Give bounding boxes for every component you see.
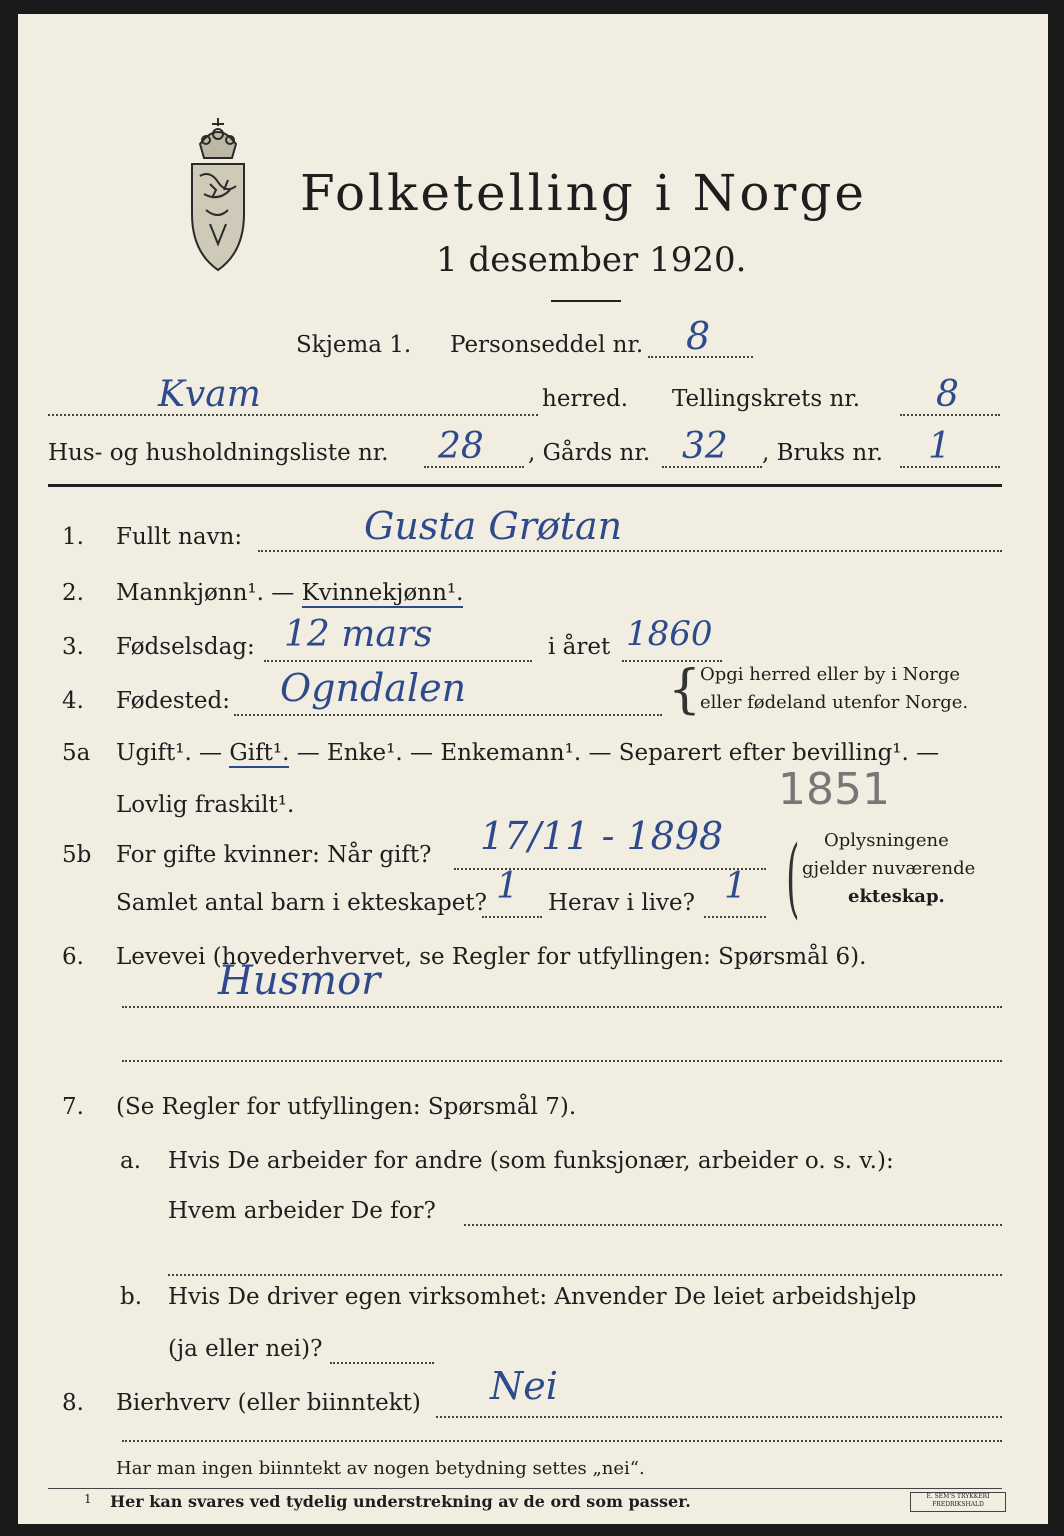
q5b-paren: ( bbox=[786, 828, 800, 928]
q2-number: 2. bbox=[62, 580, 84, 606]
q5a-pencil-note: 1851 bbox=[778, 764, 890, 815]
q5b-barn-label: Samlet antal barn i ekteskapet? bbox=[116, 890, 487, 916]
q5b-note-2: gjelder nuværende bbox=[802, 858, 976, 879]
q4-value: Ogndalen bbox=[280, 666, 467, 710]
q4-label: Fødested: bbox=[116, 688, 231, 714]
q3-value: 12 mars bbox=[284, 614, 433, 655]
schema-label: Skjema 1. bbox=[296, 332, 412, 358]
footnote-number: 1 bbox=[84, 1492, 92, 1506]
q6-label: Levevei (hovederhvervet, se Regler for utfyllingen: Spørsmål 6). bbox=[116, 944, 867, 970]
q4-number: 4. bbox=[62, 688, 84, 714]
printer-mark bbox=[910, 1492, 1006, 1512]
husliste-value: 28 bbox=[438, 426, 484, 467]
q6-number: 6. bbox=[62, 944, 84, 970]
census-date: 1 desember 1920. bbox=[436, 240, 747, 280]
q8-line-2 bbox=[122, 1440, 1002, 1442]
q8-line bbox=[436, 1416, 1002, 1418]
q5b-ilive-label: Herav i live? bbox=[548, 890, 695, 916]
q5b-barn-value: 1 bbox=[496, 866, 519, 907]
q1-label: Fullt navn: bbox=[116, 524, 243, 550]
q7b-text: Hvis De driver egen virksomhet: Anvender De leiet arbeidshjelp bbox=[168, 1284, 917, 1310]
q7a-answer-line bbox=[464, 1224, 1002, 1226]
q5b-note-3: ekteskap. bbox=[848, 886, 945, 907]
q5b-ilive-line bbox=[704, 916, 766, 918]
q6-line-2 bbox=[122, 1060, 1002, 1062]
q7b-line2: (ja eller nei)? bbox=[168, 1336, 323, 1362]
q2-text bbox=[116, 580, 463, 606]
q5a-rest: — Enke¹. — Enkemann¹. — Separert efter bevilling¹. — bbox=[289, 740, 940, 766]
q6-value: Husmor bbox=[218, 958, 381, 1004]
q4-line bbox=[234, 714, 662, 716]
q5a-gift: Gift¹. bbox=[229, 740, 290, 766]
q4-brace: { bbox=[668, 660, 702, 720]
q5b-note-1: Oplysningene bbox=[824, 830, 949, 851]
personseddel-value: 8 bbox=[686, 314, 711, 358]
q7a-line2: Hvem arbeider De for? bbox=[168, 1198, 436, 1224]
q5a-ugift: Ugift¹. — bbox=[116, 740, 230, 766]
footnote-text: Her kan svares ved tydelig understrekning av de ord som passer. bbox=[110, 1492, 691, 1511]
q2-female-option: Kvinnekjønn¹. bbox=[301, 580, 464, 606]
form-title: Folketelling i Norge bbox=[300, 164, 867, 222]
q3-label: Fødselsdag: bbox=[116, 634, 255, 660]
q5a-text bbox=[116, 740, 939, 766]
q7-label: (Se Regler for utfyllingen: Spørsmål 7). bbox=[116, 1094, 577, 1120]
q5b-barn-line bbox=[482, 916, 542, 918]
q5b-value: 17/11 - 1898 bbox=[480, 814, 724, 858]
q1-value: Gusta Grøtan bbox=[364, 504, 623, 548]
q4-note-1: Opgi herred eller by i Norge bbox=[700, 664, 961, 685]
herred-line bbox=[48, 414, 538, 416]
q5a-line2: Lovlig fraskilt¹. bbox=[116, 792, 295, 818]
q1-line bbox=[258, 550, 1002, 552]
q3-line bbox=[264, 660, 532, 662]
bruks-label: , Bruks nr. bbox=[762, 440, 883, 466]
q8-value: Nei bbox=[490, 1364, 558, 1408]
census-form bbox=[18, 14, 1048, 1524]
q7b-answer-line bbox=[330, 1362, 434, 1364]
q7a-answer-line-2 bbox=[168, 1274, 1002, 1276]
q3-year-value: 1860 bbox=[626, 614, 713, 654]
herred-label: herred. bbox=[542, 386, 629, 412]
title-divider bbox=[551, 300, 621, 302]
q6-line-1 bbox=[122, 1006, 1002, 1008]
q8-label: Bierhverv (eller biinntekt) bbox=[116, 1390, 421, 1416]
q8-number: 8. bbox=[62, 1390, 84, 1416]
q5b-label: For gifte kvinner: Når gift? bbox=[116, 842, 432, 868]
q5b-ilive-value: 1 bbox=[724, 866, 747, 907]
gards-label: , Gårds nr. bbox=[528, 440, 651, 466]
husliste-label: Hus- og husholdningsliste nr. bbox=[48, 440, 389, 466]
footer-note: Har man ingen biinntekt av nogen betydning settes „nei“. bbox=[116, 1458, 645, 1479]
q4-note-2: eller fødeland utenfor Norge. bbox=[700, 692, 969, 713]
q7b-letter: b. bbox=[120, 1284, 143, 1310]
q7a-letter: a. bbox=[120, 1148, 142, 1174]
q2-male-option: Mannkjønn¹. — bbox=[116, 580, 302, 606]
q7a-text: Hvis De arbeider for andre (som funksjonær, arbeider o. s. v.): bbox=[168, 1148, 894, 1174]
herred-value: Kvam bbox=[158, 374, 261, 415]
q3-year-label: i året bbox=[548, 634, 611, 660]
q5a-number: 5a bbox=[62, 740, 91, 766]
bruks-value: 1 bbox=[928, 426, 951, 467]
personseddel-label: Personseddel nr. bbox=[450, 332, 644, 358]
coat-of-arms-icon bbox=[170, 114, 266, 276]
header-rule bbox=[48, 484, 1002, 487]
tellingskrets-label: Tellingskrets nr. bbox=[672, 386, 861, 412]
q1-number: 1. bbox=[62, 524, 84, 550]
q5b-number: 5b bbox=[62, 842, 92, 868]
printer-mark-1: E. SEM'S TRYKKERI bbox=[926, 1493, 990, 1500]
footnote-rule bbox=[48, 1488, 1002, 1489]
tellingskrets-value: 8 bbox=[936, 374, 959, 415]
q3-number: 3. bbox=[62, 634, 84, 660]
q7-number: 7. bbox=[62, 1094, 84, 1120]
printer-mark-2: FREDRIKSHALD bbox=[932, 1501, 984, 1508]
gards-value: 32 bbox=[682, 426, 728, 467]
